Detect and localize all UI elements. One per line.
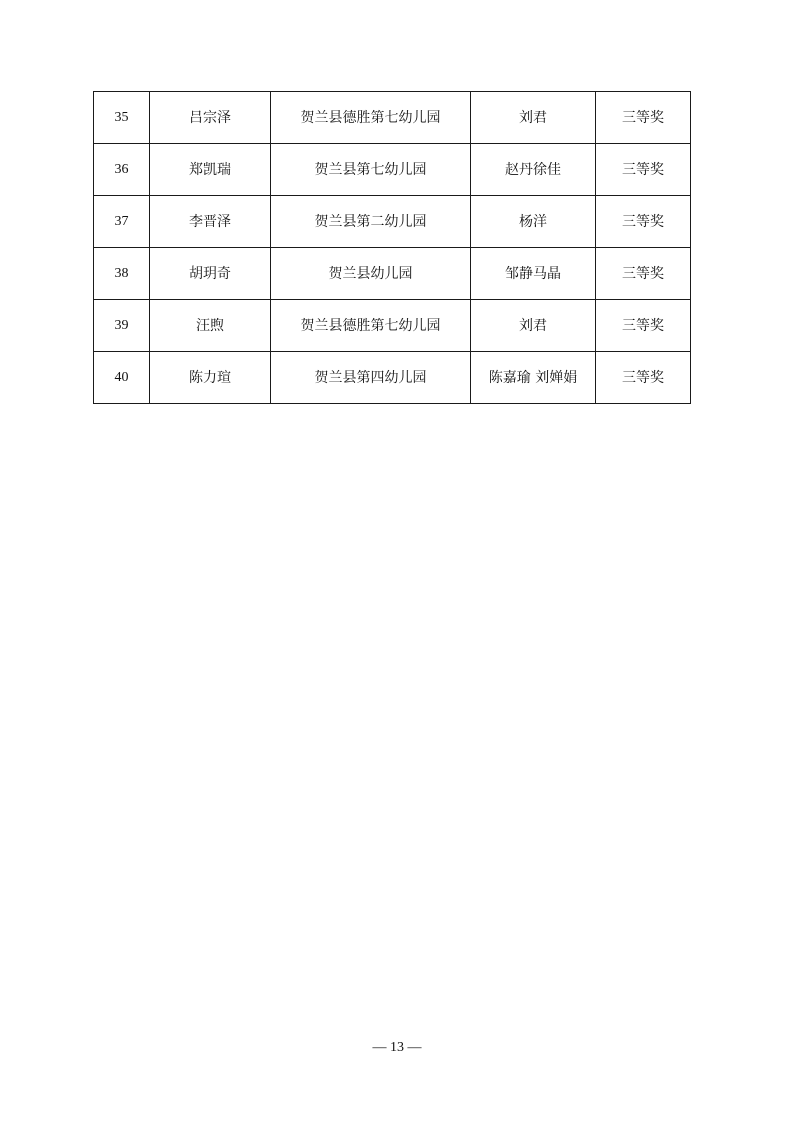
teacher-name: 刘君: [471, 300, 596, 352]
student-name: 吕宗泽: [150, 92, 271, 144]
award-level: 三等奖: [596, 196, 691, 248]
teacher-name: 杨洋: [471, 196, 596, 248]
table-row: [94, 92, 691, 144]
award-level: 三等奖: [596, 248, 691, 300]
table-row: [94, 196, 691, 248]
teacher-name: 陈嘉瑜 刘婵娟: [471, 352, 596, 404]
award-level: 三等奖: [596, 352, 691, 404]
student-name: 李晋泽: [150, 196, 271, 248]
row-number: 36: [94, 144, 150, 196]
row-number: 38: [94, 248, 150, 300]
teacher-name: 邹静马晶: [471, 248, 596, 300]
school-name: 贺兰县第二幼儿园: [271, 196, 471, 248]
award-level: 三等奖: [596, 300, 691, 352]
table-row: [94, 352, 691, 404]
page-number: — 13 —: [372, 1040, 422, 1055]
school-name: 贺兰县第四幼儿园: [271, 352, 471, 404]
student-name: 郑凯瑞: [150, 144, 271, 196]
row-number: 39: [94, 300, 150, 352]
school-name: 贺兰县德胜第七幼儿园: [271, 92, 471, 144]
table-row: [94, 248, 691, 300]
teacher-name: 刘君: [471, 92, 596, 144]
award-list-table: [93, 91, 691, 404]
school-name: 贺兰县德胜第七幼儿园: [271, 300, 471, 352]
student-name: 汪煦: [150, 300, 271, 352]
row-number: 35: [94, 92, 150, 144]
award-level: 三等奖: [596, 92, 691, 144]
school-name: 贺兰县第七幼儿园: [271, 144, 471, 196]
school-name: 贺兰县幼儿园: [271, 248, 471, 300]
student-name: 胡玥奇: [150, 248, 271, 300]
award-level: 三等奖: [596, 144, 691, 196]
table-row: [94, 144, 691, 196]
student-name: 陈力瑄: [150, 352, 271, 404]
table-row: [94, 300, 691, 352]
row-number: 37: [94, 196, 150, 248]
row-number: 40: [94, 352, 150, 404]
teacher-name: 赵丹徐佳: [471, 144, 596, 196]
